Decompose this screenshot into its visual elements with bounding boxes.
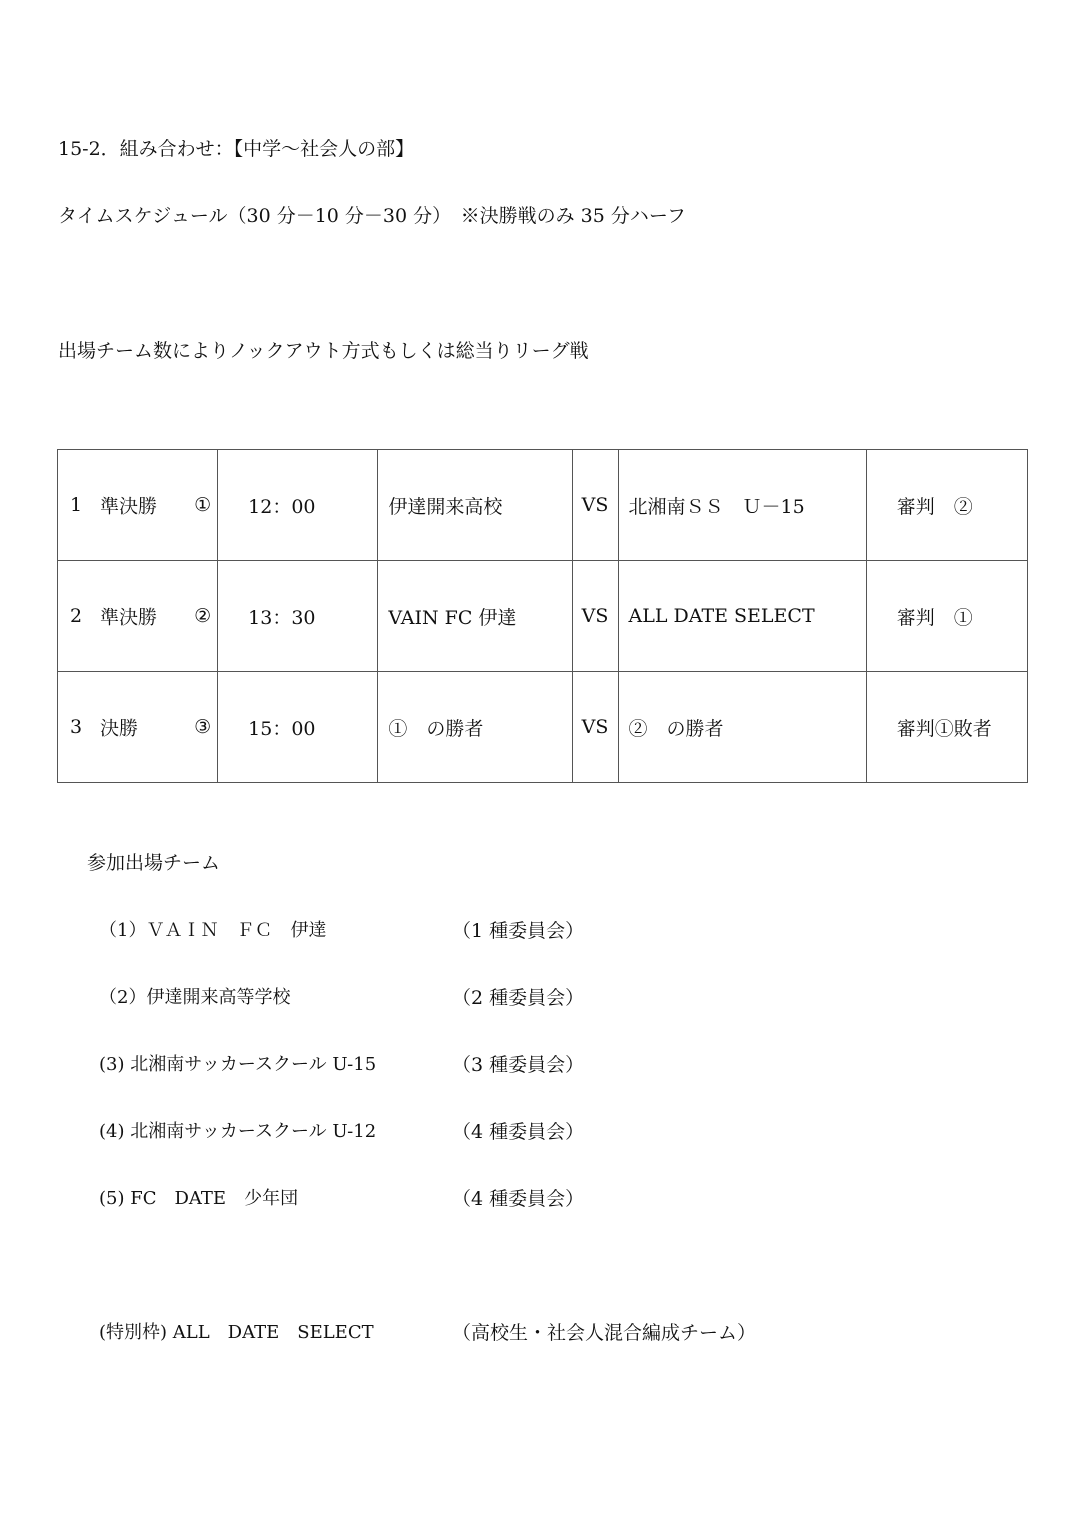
team-entry-name: （1）ＶＡＩＮ ＦＣ 伊達: [99, 920, 327, 941]
team-entry-group: （3 種委員会）: [452, 1054, 585, 1076]
tournament-format-text: 出場チーム数によりノックアウト方式もしくは総当りリーグ戦: [58, 340, 589, 362]
team-a: ① の勝者: [378, 672, 572, 783]
match-mark: ③: [194, 716, 212, 738]
match-number: 2: [70, 605, 83, 627]
round-name: 決勝: [100, 717, 139, 740]
match-number: 3: [70, 716, 83, 738]
team-entry-group: （4 種委員会）: [452, 1121, 585, 1143]
vs-label: VS: [572, 561, 618, 672]
team-entry-group: （4 種委員会）: [452, 1188, 585, 1210]
team-entry-name: (5) FC DATE 少年団: [99, 1188, 299, 1209]
table-row: [58, 672, 1028, 783]
referee: 審判 ①: [866, 561, 1027, 672]
kickoff-time: 12：00: [218, 450, 378, 561]
table-row: [58, 561, 1028, 672]
team-entry-name: （2）伊達開来高等学校: [99, 987, 291, 1008]
team-b: ALL DATE SELECT: [618, 561, 866, 672]
round-name: 準決勝: [100, 495, 158, 518]
round-cell: [58, 561, 218, 672]
team-a: 伊達開来高校: [378, 450, 572, 561]
match-number: 1: [70, 494, 83, 516]
round-cell: [58, 450, 218, 561]
team-entry-name: (4) 北湘南サッカースクール U-12: [99, 1121, 377, 1142]
referee: 審判 ②: [866, 450, 1027, 561]
match-mark: ①: [194, 494, 212, 516]
vs-label: VS: [572, 672, 618, 783]
special-team-name: (特別枠) ALL DATE SELECT: [99, 1322, 374, 1343]
participating-teams-title: 参加出場チーム: [87, 852, 221, 874]
time-schedule-text: タイムスケジュール（30 分－10 分－30 分） ※決勝戦のみ 35 分ハーフ: [58, 205, 686, 227]
team-entry-name: (3) 北湘南サッカースクール U-15: [99, 1054, 377, 1075]
match-table: [57, 449, 1028, 783]
referee: 審判①敗者: [866, 672, 1027, 783]
team-entry-group: （1 種委員会）: [452, 920, 585, 942]
table-row: [58, 450, 1028, 561]
kickoff-time: 15：00: [218, 672, 378, 783]
team-b: 北湘南ＳＳ Ｕ－15: [618, 450, 866, 561]
round-cell: [58, 672, 218, 783]
section-heading: 15-2．組み合わせ：【中学～社会人の部】: [58, 138, 415, 160]
kickoff-time: 13：30: [218, 561, 378, 672]
team-a: VAIN FC 伊達: [378, 561, 572, 672]
round-name: 準決勝: [100, 606, 158, 629]
special-team-group: （高校生・社会人混合編成チーム）: [452, 1322, 757, 1344]
team-b: ② の勝者: [618, 672, 866, 783]
team-entry-group: （2 種委員会）: [452, 987, 585, 1009]
vs-label: VS: [572, 450, 618, 561]
match-mark: ②: [194, 605, 212, 627]
